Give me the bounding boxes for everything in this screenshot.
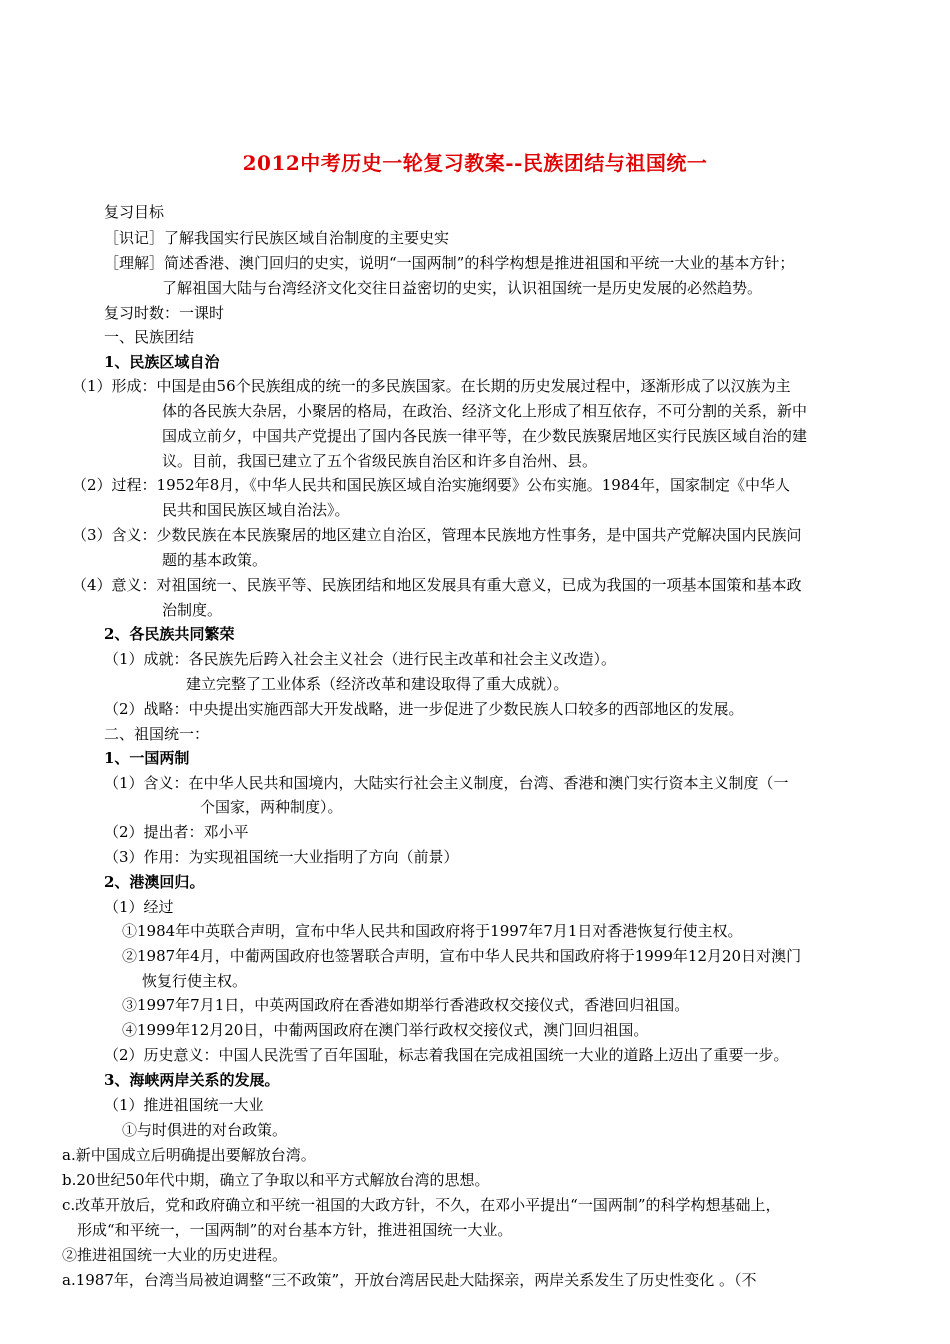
part1-s1-p3-line2: 题的基本政策。 [162,551,268,569]
part1-s2-p2: （2）战略：中央提出实施西部大开发战略，进一步促进了少数民族人口较多的西部地区的发展。 [104,700,744,718]
part1-s2-p1-line2: 建立完整了工业体系（经济改革和建设取得了重大成就）。 [186,675,569,693]
part2-s2-p1: （1）经过 [104,898,174,916]
part2-s3-sub1: ①与时俱进的对台政策。 [122,1121,288,1139]
part2-s2-item2-line2: 恢复行使主权。 [142,972,248,990]
part1-s1-p2-line2: 民共和国民族区域自治法》。 [162,501,350,519]
part2-s3-item-c-line1: c.改革开放后，党和政府确立和平统一祖国的大政方针，不久，在邓小平提出“一国两制”的科学构想基础上， [62,1196,781,1214]
part1-s1-p1-line2: 体的各民族大杂居，小聚居的格局，在政治、经济文化上形成了相互依存，不可分割的关系，新中 [162,402,808,420]
part1-s1-p2-line1: （2）过程：1952年8月，《中华人民共和国民族区域自治实施纲要》公布实施。1984年，国家制定《中华人 [72,476,790,494]
part2-s2-item1: ①1984年中英联合声明，宣布中华人民共和国政府将于1997年7月1日对香港恢复行使主权。 [122,922,743,940]
part1-s1-p3-line1: （3）含义：少数民族在本民族聚居的地区建立自治区，管理本民族地方性事务，是中国共产党解决国内民族问 [72,526,802,544]
part2-s3-item-c-line2: 形成“和平统一，一国两制”的对台基本方针，推进祖国统一大业。 [77,1221,513,1239]
part2-heading: 二、祖国统一： [104,725,210,743]
part2-section3-heading: 3、海峡两岸关系的发展。 [104,1071,280,1089]
part1-s1-p4-line2: 治制度。 [162,601,223,619]
part2-s1-p1-line1: （1）含义：在中华人民共和国境内，大陆实行社会主义制度，台湾、香港和澳门实行资本主义制度（一 [104,774,789,792]
review-time: 复习时数：一课时 [104,304,225,322]
part1-section1-heading: 1、民族区域自治 [104,353,220,371]
part1-s1-p1-line1: （1）形成：中国是由56个民族组成的统一的多民族国家。在长期的历史发展过程中，逐渐形成了以汉族为主 [72,377,791,395]
goals-heading: 复习目标 [104,203,165,221]
goal-know: ［识记］了解我国实行民族区域自治制度的主要史实 [104,229,450,247]
part2-s1-p2: （2）提出者：邓小平 [104,823,249,841]
part2-s2-p2: （2）历史意义：中国人民洗雪了百年国耻，标志着我国在完成祖国统一大业的道路上迈出了重要一步。 [104,1046,789,1064]
part2-s2-item3: ③1997年7月1日，中英两国政府在香港如期举行香港政权交接仪式，香港回归祖国。 [122,996,690,1014]
part1-section2-heading: 2、各民族共同繁荣 [104,625,235,643]
part2-s3-item-b: b.20世纪50年代中期，确立了争取以和平方式解放台湾的思想。 [62,1171,490,1189]
part2-s1-p3: （3）作用：为实现祖国统一大业指明了方向（前景） [104,848,459,866]
goal-understand-line-2: 了解祖国大陆与台湾经济文化交往日益密切的史实，认识祖国统一是历史发展的必然趋势。 [162,279,763,297]
document-title: 2012中考历史一轮复习教案--民族团结与祖国统一 [242,151,708,175]
part1-s1-p4-line1: （4）意义：对祖国统一、民族平等、民族团结和地区发展具有重大意义，已成为我国的一项基本国策和基本政 [72,576,802,594]
part2-s3-sub2: ②推进祖国统一大业的历史进程。 [62,1246,288,1264]
part1-s1-p1-line4: 议。目前，我国已建立了五个省级民族自治区和许多自治州、县。 [162,452,598,470]
part2-s3-item-a2: a.1987年，台湾当局被迫调整“三不政策”，开放台湾居民赴大陆探亲，两岸关系发生了历史性变化 。（不 [62,1271,757,1289]
part1-s2-p1-line1: （1）成就：各民族先后跨入社会主义社会（进行民主改革和社会主义改造）。 [104,650,617,668]
part1-s1-p1-line3: 国成立前夕，中国共产党提出了国内各民族一律平等，在少数民族聚居地区实行民族区域自治的建 [162,427,808,445]
part2-s2-item4: ④1999年12月20日，中葡两国政府在澳门举行政权交接仪式，澳门回归祖国。 [122,1021,649,1039]
part2-section2-heading: 2、港澳回归。 [104,873,205,891]
part2-s3-item-a: a.新中国成立后明确提出要解放台湾。 [62,1146,316,1164]
goal-understand-line-1: ［理解］简述香港、澳门回归的史实，说明“一国两制”的科学构想是推进祖国和平统一大业的基本方针； [104,254,795,272]
part2-s3-p1: （1）推进祖国统一大业 [104,1096,264,1114]
part2-section1-heading: 1、一国两制 [104,749,190,767]
part2-s2-item2-line1: ②1987年4月，中葡两国政府也签署联合声明，宣布中华人民共和国政府将于1999年12月20日对澳门 [122,947,802,965]
part1-heading: 一、民族团结 [104,328,195,346]
part2-s1-p1-line2: 个国家，两种制度）。 [200,798,343,816]
